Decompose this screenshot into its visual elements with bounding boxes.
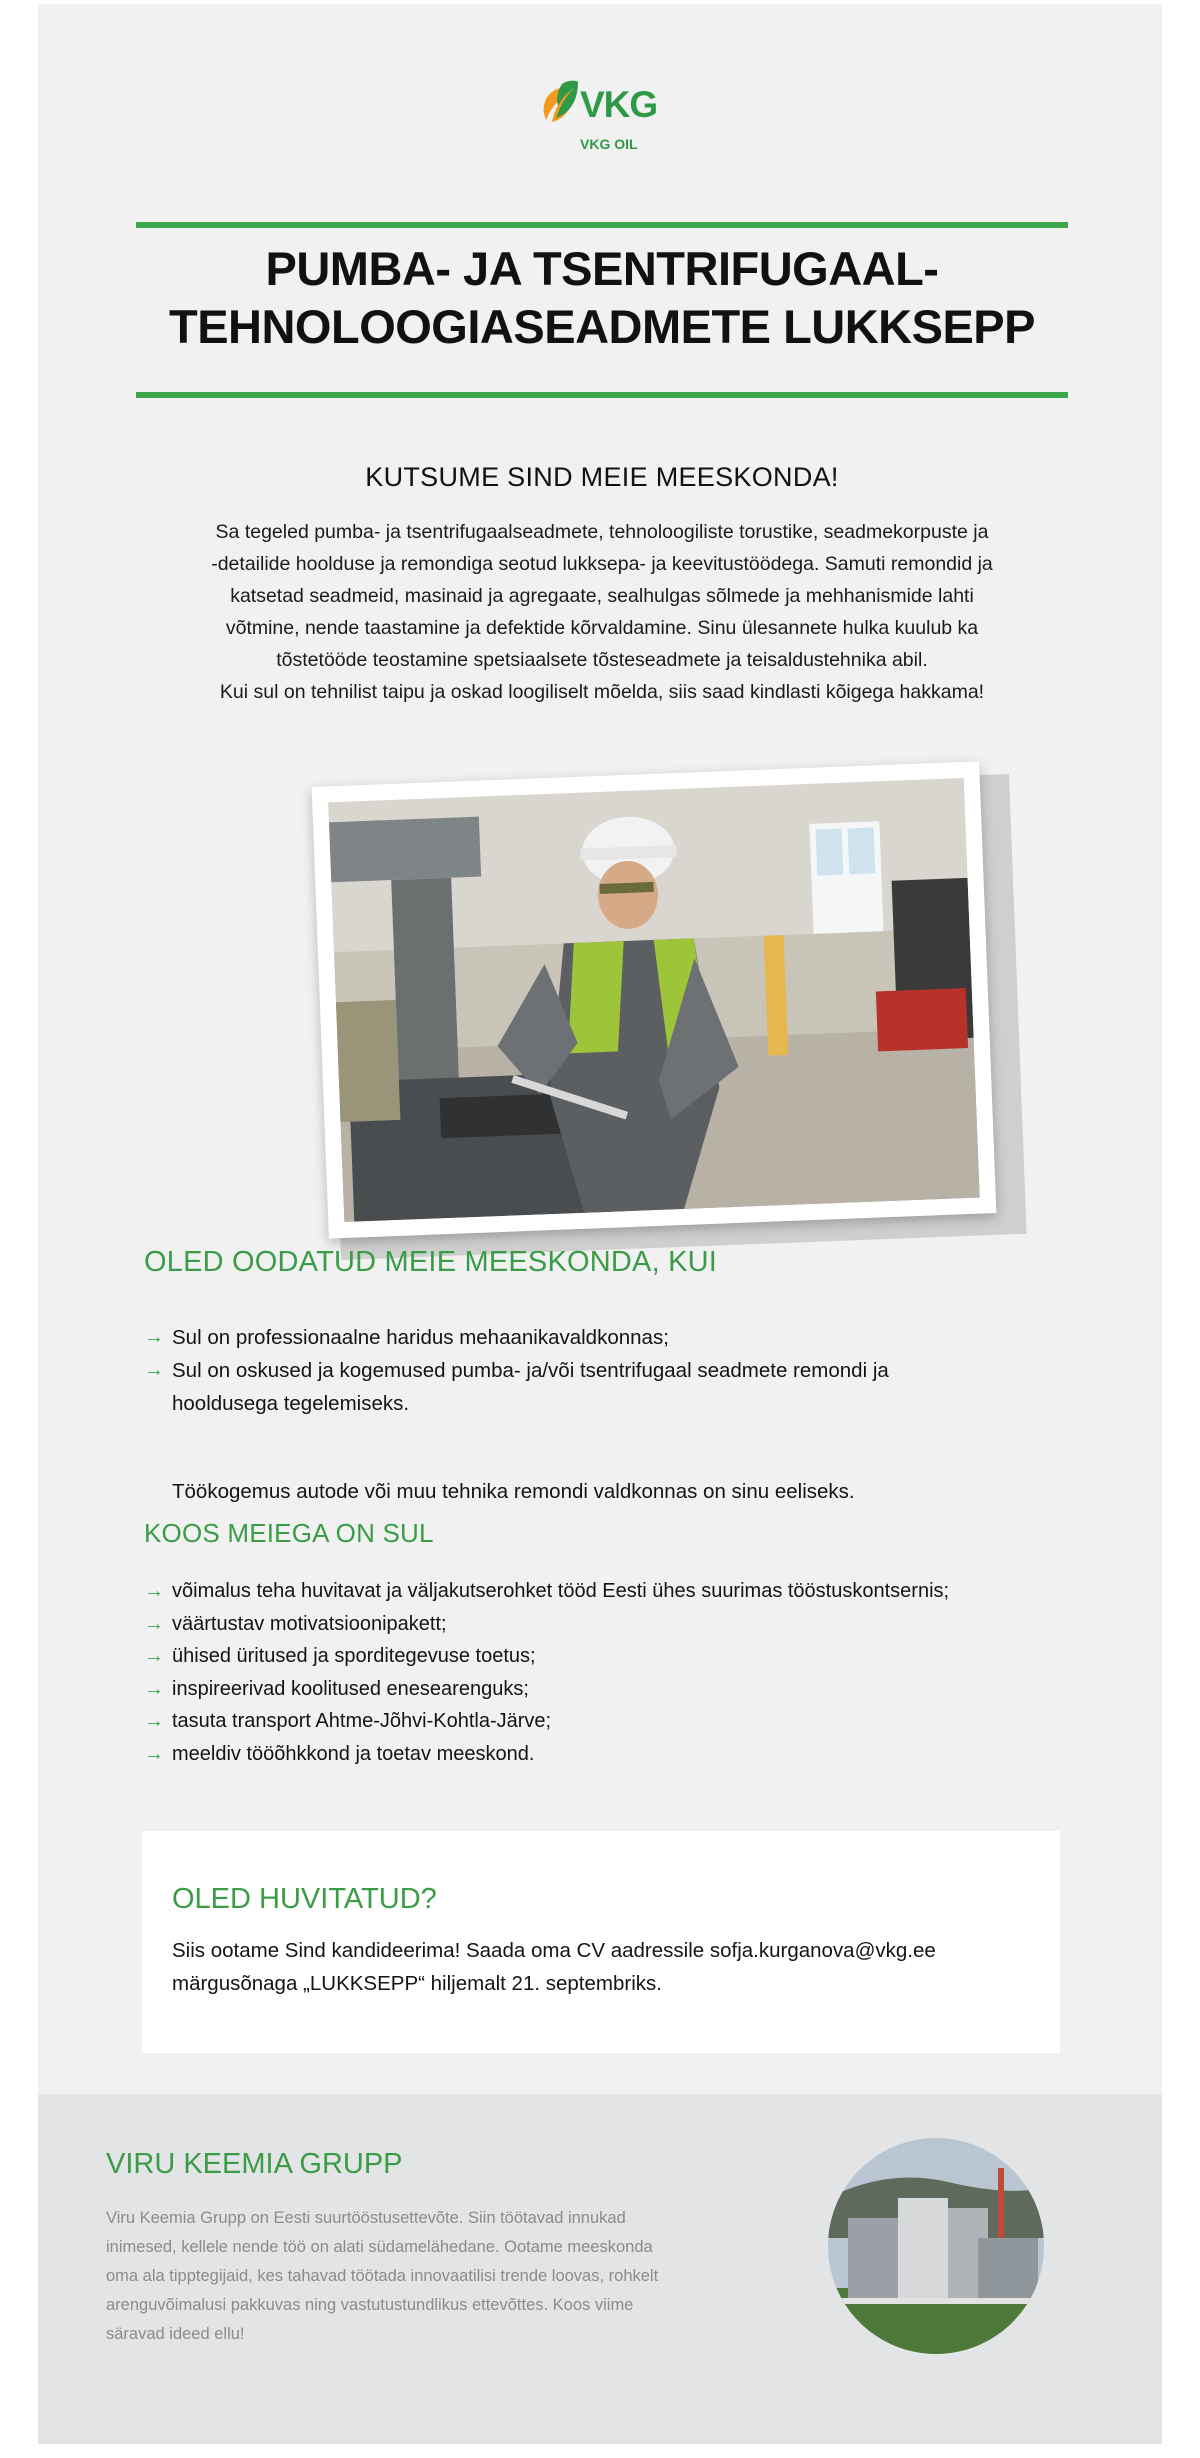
list-item <box>144 1705 949 1738</box>
apply-text <box>172 1934 1012 2000</box>
list-item <box>144 1575 949 1608</box>
company-line: säravad ideed ellu! <box>106 2325 245 2343</box>
company-line: oma ala tipptegijaid, kes tahavad töötada innovaatilisi trende loovas, rohkelt <box>106 2267 659 2285</box>
arrow-icon: → <box>144 1742 164 1765</box>
arrow-icon: → <box>144 1580 164 1602</box>
job-ad-sheet <box>38 4 1162 2444</box>
plant-illustration <box>828 2138 1044 2354</box>
arrow-icon: → <box>144 1710 164 1732</box>
list-item-text: Sul on professionaalne haridus mehaanikavaldkonnas; <box>172 1326 669 1349</box>
job-title-line1: PUMBA- JA TSENTRIFUGAAL- <box>265 242 939 295</box>
experience-note: Töökogemus autode või muu tehnika remondi valdkonnas on sinu eeliseks. <box>172 1480 855 1503</box>
list-item <box>144 1321 889 1354</box>
list-item-text: ühised üritused ja sporditegevuse toetus; <box>172 1645 536 1667</box>
intro-text <box>178 516 1026 708</box>
list-item <box>144 1640 949 1673</box>
list-item-text: väärtustav motivatsioonipakett; <box>172 1612 447 1635</box>
benefits-list <box>144 1575 949 1770</box>
list-item-text: võimalus teha huvitavat ja väljakutserohket tööd Eesti ühes suurimas tööstuskontsernis; <box>172 1580 950 1602</box>
arrow-icon: → <box>144 1612 164 1635</box>
intro-line: -detailide hoolduse ja remondiga seotud lukksepa- ja keevitustöödega. Samuti remondid ja <box>211 553 993 575</box>
company-footer <box>38 2094 1162 2444</box>
worker-photo <box>312 761 997 1238</box>
intro-line: katsetad seadmeid, masinaid ja agregaate, sealhulgas sõlmede ja mehhanismide lahti <box>230 585 974 607</box>
job-title <box>136 240 1068 356</box>
list-item-text: tasuta transport Ahtme-Jõhvi-Kohtla-Järve; <box>172 1710 552 1732</box>
company-line: inimesed, kellele nende töö on alati südamelähedane. Ootame meeskonda <box>106 2238 653 2256</box>
company-line: Viru Keemia Grupp on Eesti suurtööstusettevõte. Siin töötavad innukad <box>106 2209 626 2227</box>
logo-wordmark: VKG <box>580 84 658 125</box>
apply-title: OLED HUVITATUD? <box>172 1883 437 1915</box>
list-item-text-cont: hooldusega tegelemiseks. <box>172 1392 410 1415</box>
company-description <box>106 2204 726 2349</box>
intro-heading: KUTSUME SIND MEIE MEESKONDA! <box>365 462 839 492</box>
list-item-text: inspireerivad koolitused enesearenguks; <box>172 1677 529 1700</box>
company-title: VIRU KEEMIA GRUPP <box>106 2148 403 2180</box>
apply-line: märgusõnaga „LUKKSEPP“ hiljemalt 21. septembriks. <box>172 1972 662 1995</box>
benefits-title: KOOS MEIEGA ON SUL <box>144 1518 434 1548</box>
top-rule <box>136 222 1068 228</box>
arrow-icon: → <box>144 1359 164 1381</box>
list-item <box>144 1608 949 1641</box>
requirements-title: OLED OODATUD MEIE MEESKONDA, KUI <box>144 1246 718 1278</box>
job-title-line2: TEHNOLOOGIASEADMETE LUKKSEPP <box>168 300 1035 353</box>
leaf-logo-icon <box>538 80 578 132</box>
intro-line: võtmine, nende taastamine ja defektide kõrvaldamine. Sinu ülesannete hulka kuulub ka <box>225 617 979 639</box>
list-item-text: meeldiv tööõhkkond ja toetav meeskond. <box>172 1742 535 1765</box>
plant-photo <box>828 2138 1044 2354</box>
apply-line: Siis ootame Sind kandideerima! Saada oma CV aadressile sofja.kurganova@vkg.ee <box>172 1939 936 1962</box>
bottom-rule <box>136 392 1068 398</box>
intro-line: tõstetööde teostamine spetsiaalsete tõsteseadmete ja teisaldustehnika abil. <box>276 649 928 671</box>
arrow-icon: → <box>144 1645 164 1667</box>
company-line: arenguvõimalusi pakkuvas ning vastutustundlikus ettevõttes. Koos viime <box>106 2296 634 2314</box>
workshop-illustration <box>328 778 980 1222</box>
arrow-icon: → <box>144 1326 164 1348</box>
arrow-icon: → <box>144 1677 164 1700</box>
vkg-logo <box>538 80 678 158</box>
list-item <box>144 1738 949 1771</box>
apply-box <box>142 1831 1060 2053</box>
list-item <box>144 1354 889 1420</box>
list-item <box>144 1673 949 1706</box>
intro-line: Kui sul on tehnilist taipu ja oskad loogiliselt mõelda, siis saad kindlasti kõigega hakkama! <box>219 681 985 703</box>
requirements-list <box>144 1321 889 1420</box>
logo-subtitle: VKG OIL <box>580 136 638 152</box>
intro-line: Sa tegeled pumba- ja tsentrifugaalseadmete, tehnoloogiliste torustike, seadmekorpuste ja <box>215 521 989 543</box>
list-item-text: Sul on oskused ja kogemused pumba- ja/või tsentrifugaal seadmete remondi ja <box>172 1359 889 1382</box>
